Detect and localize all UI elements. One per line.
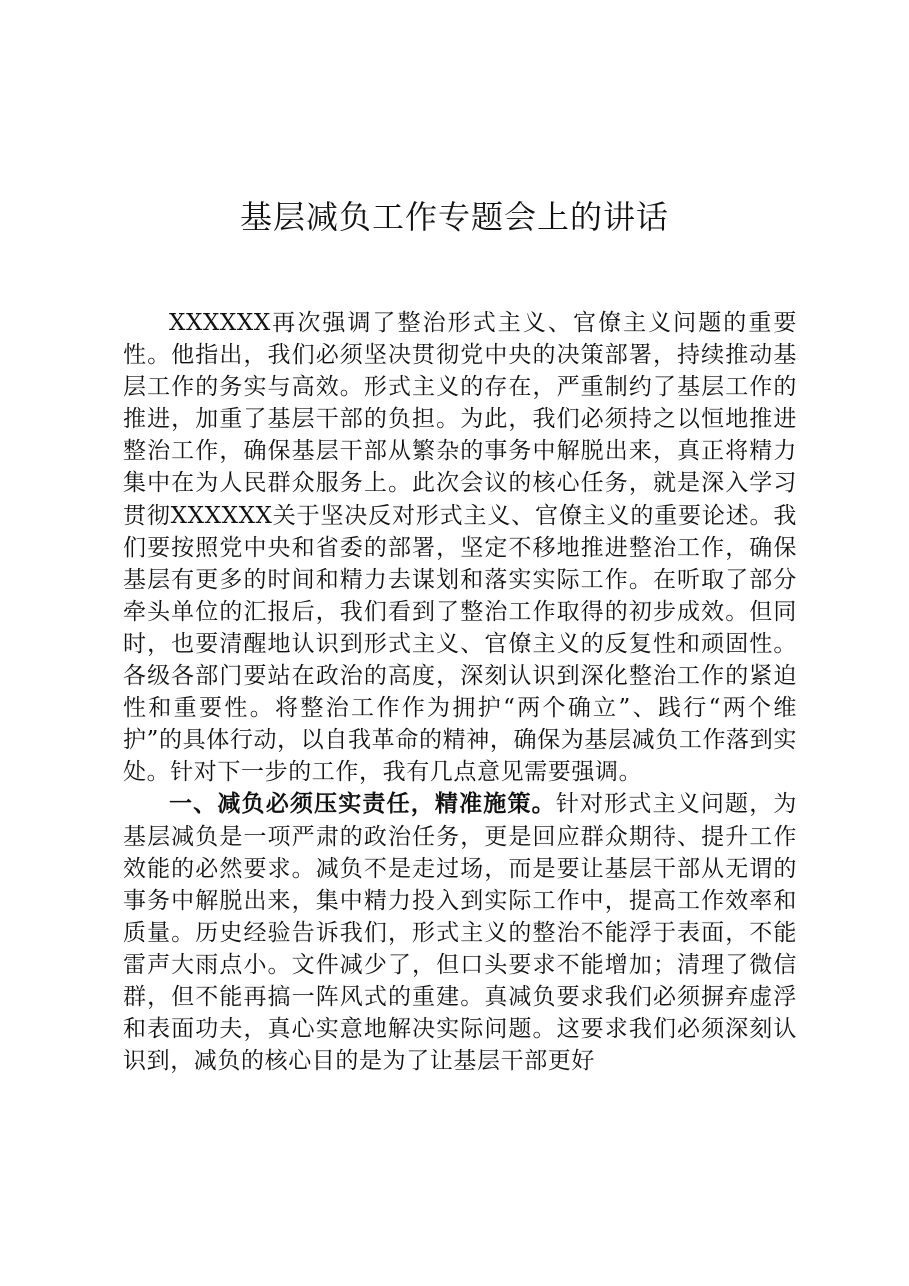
section-one-heading: 一、减负必须压实责任，精准施策。 (169, 790, 556, 818)
paragraph-section-one (123, 788, 797, 1077)
paragraph-intro-text: XXXXXX再次强调了整治形式主义、官僚主义问题的重要性。他指出，我们必须坚决贯彻党中央的决策部署，持续推动基层工作的务实与高效。形式主义的存在，严重制约了基层工作的推进，加重了基层干部的负担。为此，我们必须持之以恒地推进整治工作，确保基层干部从繁杂的事务中解脱出来，真正将精力集中在为人民群众服务上。此次会议的核心任务，就是深入学习贯彻XXXXXX关于坚决反对形式主义、官僚主义的重要论述。我们要按照党中央和省委的部署，坚定不移地推进整治工作，确保基层有更多的时间和精力去谋划和落实实际工作。在听取了部分牵头单位的汇报后，我们看到了整治工作取得的初步成效。但同时，也要清醒地认识到形式主义、官僚主义的反复性和顽固性。各级各部门要站在政治的高度，深刻认识到深化整治工作的紧迫性和重要性。将整治工作作为拥护“两个确立”、践行“两个维护”的具体行动，以自我革命的精神，确保为基层减负工作落到实处。针对下一步的工作，我有几点意见需要强调。 (123, 310, 797, 786)
document-body (123, 307, 797, 1077)
section-one-text: 针对形式主义问题，为基层减负是一项严肃的政治任务，更是回应群众期待、提升工作效能的必然要求。减负不是走过场，而是要让基层干部从无谓的事务中解脱出来，集中精力投入到实际工作中，提高工作效率和质量。历史经验告诉我们，形式主义的整治不能浮于表面，不能雷声大雨点小。文件减少了，但口头要求不能增加；清理了微信群，但不能再搞一阵风式的重建。真减负要求我们必须摒弃虚浮和表面功夫，真心实意地解决实际问题。这要求我们必须深刻认识到，减负的核心目的是为了让基层干部更好 (123, 791, 797, 1075)
document-title: 基层减负工作专题会上的讲话 (239, 198, 669, 236)
paragraph-intro (123, 307, 797, 788)
